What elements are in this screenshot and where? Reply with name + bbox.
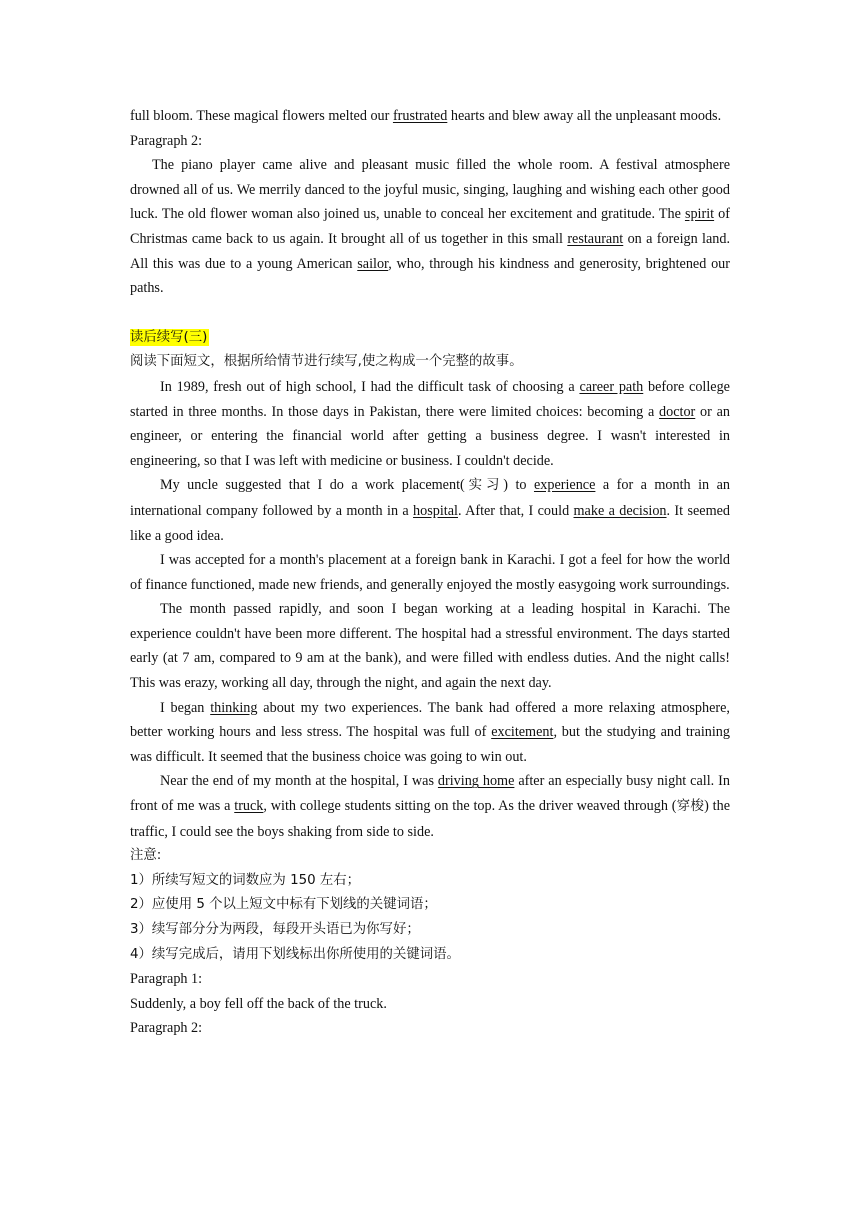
text-run: , who, through his kindness and generosity, brightened our paths. [130, 255, 730, 297]
text-run: . After that, I could [457, 502, 574, 519]
text-run: . It seemed like a good idea. [130, 502, 730, 544]
continuation-paragraph-1-start: Suddenly, a boy fell off the back of the truck. [130, 995, 387, 1012]
note-item: 4）续写完成后，请用下划线标出你所使用的关键词语。 [130, 946, 460, 962]
note-item: 2）应使用 5 个以上短文中标有下划线的关键词语； [130, 897, 437, 913]
text-run: ) to [503, 477, 534, 494]
text-run: My uncle suggested that I do a work placement( [160, 477, 465, 494]
story-paragraph-5 [130, 696, 730, 770]
cjk-gloss: 穿梭 [676, 799, 705, 815]
text-run: , but the studying and training was difficult. It seemed that the business choice was going to win out. [130, 724, 730, 765]
text-run: about my two experiences. The bank had offered a more relaxing atmosphere, better working hours and less stress. The hospital was full of [130, 699, 730, 741]
key-phrase: frustrated [392, 108, 448, 124]
previous-paragraph-2 [130, 153, 730, 301]
key-phrase: excitement [491, 724, 554, 741]
text-run: before college started in three months. In those days in Pakistan, there were limited choices: becoming a [130, 378, 730, 420]
text-run: full bloom. These magical flowers melted our [130, 108, 393, 124]
document-page [130, 104, 730, 1041]
section-title-text: 读后续写(三) [130, 329, 208, 345]
key-phrase: make a decision [573, 502, 667, 519]
text-run: or an engineer, or entering the financial world after getting a business degree. I wasn't interested in engineering, so that I was left with medicine or business. I couldn't decide. [130, 403, 730, 469]
story-paragraph-2 [130, 473, 730, 548]
key-phrase: doctor [659, 403, 696, 420]
key-phrase: career path [579, 378, 644, 395]
text-run: I began [160, 699, 211, 716]
section-title [130, 325, 730, 351]
key-phrase: experience [533, 477, 596, 494]
key-phrase: sailor [357, 255, 389, 272]
text-run: , with college students sitting on the top. As the driver weaved through ( [263, 798, 677, 815]
text-run: on a foreign land. All this was due to a young American [130, 230, 730, 272]
story-paragraph-1 [130, 375, 730, 473]
story-paragraph-3: I was accepted for a month's placement at a foreign bank in Karachi. I got a feel for how the world of finance functioned, made new friends, and generally enjoyed the mostly easygoing work surroundings. [130, 552, 730, 593]
story-paragraph-6 [130, 769, 730, 844]
key-phrase: hospital [413, 502, 458, 519]
previous-paragraph-2-label: Paragraph 2: [130, 132, 203, 149]
text-run: a for a month in an international company followed by a month in a [130, 477, 731, 519]
section-instruction: 阅读下面短文，根据所给情节进行续写,使之构成一个完整的故事。 [130, 354, 523, 370]
text-run: In 1989, fresh out of high school, I had the difficult task of choosing a [160, 378, 580, 395]
note-item: 3）续写部分分为两段，每段开头语已为你写好； [130, 922, 420, 937]
continuation-paragraph-2-label: Paragraph 2: [130, 1020, 203, 1037]
cjk-gloss: 实习 [464, 478, 504, 494]
previous-paragraph-1-end [130, 104, 730, 129]
text-run: Near the end of my month at the hospital, I was [160, 773, 438, 790]
key-phrase: thinking [210, 699, 258, 716]
text-run: after an especially busy night call. In front of me was a [130, 773, 730, 815]
text-run: of Christmas came back to us again. It brought all of us together in this small [130, 206, 730, 247]
continuation-paragraph-1-label: Paragraph 1: [130, 971, 203, 988]
story-paragraph-4: The month passed rapidly, and soon I began working at a leading hospital in Karachi. The experience couldn't have been more different. The hospital had a stressful environment. The days started early (at 7 am, compared to 9 am at the bank), and were filled with endless duties. And the night calls! This was erazy, working all day, through the night, and again the next day. [130, 601, 730, 692]
key-phrase: truck [234, 798, 264, 815]
note-item: 1）所续写短文的词数应为 150 左右； [130, 872, 361, 888]
notes-title: 注意: [130, 848, 162, 864]
text-run: hearts and blew away all the unpleasant moods. [447, 108, 722, 124]
key-phrase: spirit [684, 206, 715, 223]
text-run: The piano player came alive and pleasant music filled the whole room. A festival atmosphere drowned all of us. We merrily danced to the joyful music, singing, laughing and wishing each other good luck. The old flower woman also joined us, unable to conceal her excitement and gratitude. The [130, 157, 730, 223]
key-phrase: driving home [437, 773, 515, 790]
text-run: ) the traffic, I could see the boys shaking from side to side. [130, 798, 731, 840]
key-phrase: restaurant [567, 230, 624, 247]
